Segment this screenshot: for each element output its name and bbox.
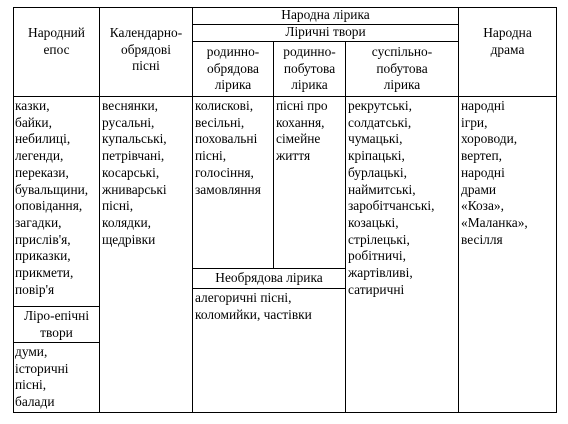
lyric-subheader-divider bbox=[192, 41, 458, 42]
drama-items: народні ігри, хороводи, вертеп, народні драми «Коза», «Маланка», весілля bbox=[461, 98, 528, 247]
header-bottom-border bbox=[13, 96, 556, 97]
header-suspilno-pobutova: суспільно- побутова лірика bbox=[371, 44, 433, 93]
nonritual-top-divider bbox=[192, 268, 345, 269]
table-right-border bbox=[556, 7, 557, 413]
column-divider-5 bbox=[458, 7, 459, 413]
neobriadova-header: Необрядова лірика bbox=[215, 270, 323, 285]
header-narodnyi-epos: Народний епос bbox=[28, 25, 85, 57]
neobriadova-items: алегоричні пісні, коломийки, частівки bbox=[195, 290, 312, 322]
liro-epichni-header: Ліро-епічні твори bbox=[23, 308, 90, 340]
liro-epic-bottom-divider bbox=[13, 342, 99, 343]
header-narodna-liryka: Народна лірика bbox=[281, 7, 370, 22]
header-narodna-drama: Народна драма bbox=[483, 25, 532, 57]
nonritual-bottom-divider bbox=[192, 288, 345, 289]
column-divider-4 bbox=[345, 41, 346, 413]
header-lirychni-tvory: Ліричні твори bbox=[285, 24, 366, 39]
kalendarni-items: веснянки, русальні, купальські, петрівчані, косарські, жниварські пісні, колядки, щедрівки bbox=[102, 98, 167, 247]
header-kalendarno-obriadovi: Календарно- обрядові пісні bbox=[109, 25, 183, 74]
table-left-border bbox=[13, 7, 14, 413]
table-bottom-border bbox=[13, 412, 556, 413]
rodynno-pobutova-items: пісні про кохання, сімейне життя bbox=[276, 98, 328, 164]
rodynno-obriadova-items: колискові, весільні, поховальні пісні, голосіння, замовляння bbox=[195, 98, 261, 197]
liro-epic-top-divider bbox=[13, 306, 99, 307]
epos-items: казки, байки, небилиці, легенди, перекази, бувальщини, оповідання, загадки, прислів'я, приказки, прикмети, повір'я bbox=[15, 98, 89, 297]
suspilno-pobutova-items: рекрутські, солдатські, чумацькі, кріпацькі, бурлацькі, наймитські, заробітчанські, козацькі, стрілецькі, робітничі, жартівливі, сатиричні bbox=[348, 98, 435, 297]
header-rodynno-pobutova: родинно- побутова лірика bbox=[283, 44, 336, 93]
liro-epichni-items: думи, історичні пісні, балади bbox=[15, 344, 69, 410]
header-rodynno-obriadova: родинно- обрядова лірика bbox=[206, 44, 260, 93]
